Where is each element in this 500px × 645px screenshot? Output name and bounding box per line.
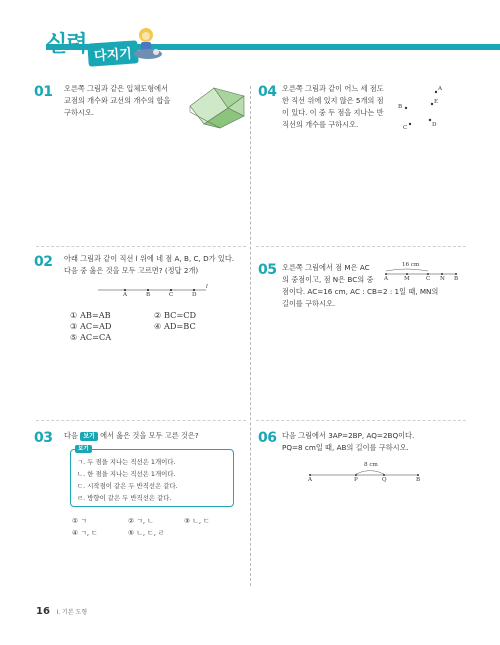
prism-figure	[186, 84, 248, 130]
points-dots	[392, 86, 452, 146]
segment-figure	[306, 462, 426, 486]
points-figure	[392, 86, 452, 146]
line-figure	[98, 286, 210, 302]
point-label: D	[192, 292, 197, 298]
point-label: C	[426, 276, 431, 282]
choice-1[interactable]: ① ㄱ	[72, 517, 87, 525]
choice-2[interactable]: ② BC=CD	[154, 310, 197, 320]
text-line: 이 있다. 이 중 두 점을 지나는 반	[282, 108, 384, 117]
bogi-box	[70, 446, 234, 507]
problem-number: 05	[258, 262, 277, 278]
text-line: 다음 중 옳은 것을 모두 고르면? (정답 2개)	[64, 266, 199, 275]
section-title-tag: 다지기	[87, 40, 138, 66]
row-divider	[256, 246, 466, 247]
point-label: B	[454, 276, 459, 282]
row-divider	[256, 420, 466, 421]
problem-text	[64, 253, 244, 277]
point-label: A	[308, 477, 313, 483]
point-label: A	[384, 276, 389, 282]
problem-number: 03	[34, 430, 53, 446]
text-line: 오른쪽 그림과 같은 입체도형에서	[64, 84, 169, 93]
segment-line	[306, 466, 426, 482]
point-label: A	[123, 292, 128, 298]
text-part: 에서 옳은 것을 모두 고른 것은?	[100, 431, 199, 440]
choice-3[interactable]: ③ ㄴ, ㄷ	[184, 517, 210, 525]
choice-5[interactable]: ⑤ ㄴ, ㄷ, ㄹ	[128, 529, 165, 537]
choice-3[interactable]: ③ AC=AD	[70, 321, 112, 331]
bogi-badge: 보기	[80, 432, 98, 441]
text-part: 다음	[64, 431, 78, 440]
column-divider	[250, 86, 251, 586]
bogi-item: ㄴ. 한 점을 지나는 직선은 1개이다.	[77, 470, 176, 478]
page-footer	[36, 606, 87, 617]
bogi-item: ㄱ. 두 점을 지나는 직선은 1개이다.	[77, 458, 176, 466]
mascot-illustration	[132, 26, 164, 60]
bogi-item: ㄹ. 방향이 같은 두 반직선은 같다.	[77, 494, 172, 502]
point-label: A	[438, 86, 443, 92]
bogi-tab: 보기	[75, 445, 92, 453]
choice-1[interactable]: ① AB=AB	[70, 310, 111, 320]
line-label: l	[206, 284, 208, 290]
text-line: 점이다. AC=16 cm, AC : CB=2 : 1일 때, MN의	[282, 287, 439, 296]
section-title	[46, 27, 186, 69]
text-line: 직선의 개수를 구하시오.	[282, 120, 359, 129]
text-line: 의 중점이고, 점 N은 BC의 중	[282, 275, 374, 284]
text-line: 한 직선 위에 있지 않은 5개의 점	[282, 96, 384, 105]
problem-text	[282, 430, 467, 454]
row-divider	[36, 420, 246, 421]
text-line: 오른쪽 그림에서 점 M은 AC	[282, 263, 370, 272]
section-name: Ⅰ. 기본 도형	[56, 609, 88, 616]
problem-number: 01	[34, 84, 53, 100]
point-label: B	[416, 477, 421, 483]
segment-figure	[384, 262, 464, 284]
point-label: N	[440, 276, 445, 282]
choice-2[interactable]: ② ㄱ, ㄴ	[128, 517, 154, 525]
text-line: PQ=8 cm일 때, AB의 길이를 구하시오.	[282, 443, 409, 452]
section-title-main: 실력	[46, 32, 87, 57]
point-label: M	[404, 276, 410, 282]
point-label: Q	[382, 477, 387, 483]
point-label: C	[169, 292, 174, 298]
bogi-item: ㄷ. 시작점이 같은 두 반직선은 같다.	[77, 482, 178, 490]
text-line: 다음 그림에서 3AP=2BP, AQ=2BQ이다.	[282, 431, 415, 440]
problem-number: 02	[34, 254, 53, 270]
choice-4[interactable]: ④ ㄱ, ㄷ	[72, 529, 98, 537]
page-number: 16	[36, 606, 50, 617]
problem-text	[64, 430, 244, 442]
choice-4[interactable]: ④ AD=BC	[154, 321, 196, 331]
problem-number: 06	[258, 430, 277, 446]
text-line: 교점의 개수와 교선의 개수의 합을	[64, 96, 171, 105]
point-label: P	[354, 477, 358, 483]
text-line: 아래 그림과 같이 직선 l 위에 네 점 A, B, C, D가 있다.	[64, 254, 235, 263]
text-line: 길이를 구하시오.	[282, 299, 336, 308]
point-label: C	[403, 125, 408, 131]
problem-number: 04	[258, 84, 277, 100]
problem-text	[64, 83, 189, 119]
choice-5[interactable]: ⑤ AC=CA	[70, 332, 112, 342]
point-label: B	[146, 292, 151, 298]
text-line: 구하시오.	[64, 108, 95, 117]
point-label: B	[398, 104, 403, 110]
point-label: E	[434, 99, 439, 105]
text-line: 오른쪽 그림과 같이 어느 세 점도	[282, 84, 384, 93]
point-label: D	[432, 122, 437, 128]
segment-line	[384, 267, 464, 281]
length-label: 8 cm	[364, 462, 378, 468]
length-label: 16 cm	[402, 262, 420, 268]
row-divider	[36, 246, 246, 247]
problem-text	[282, 83, 397, 131]
